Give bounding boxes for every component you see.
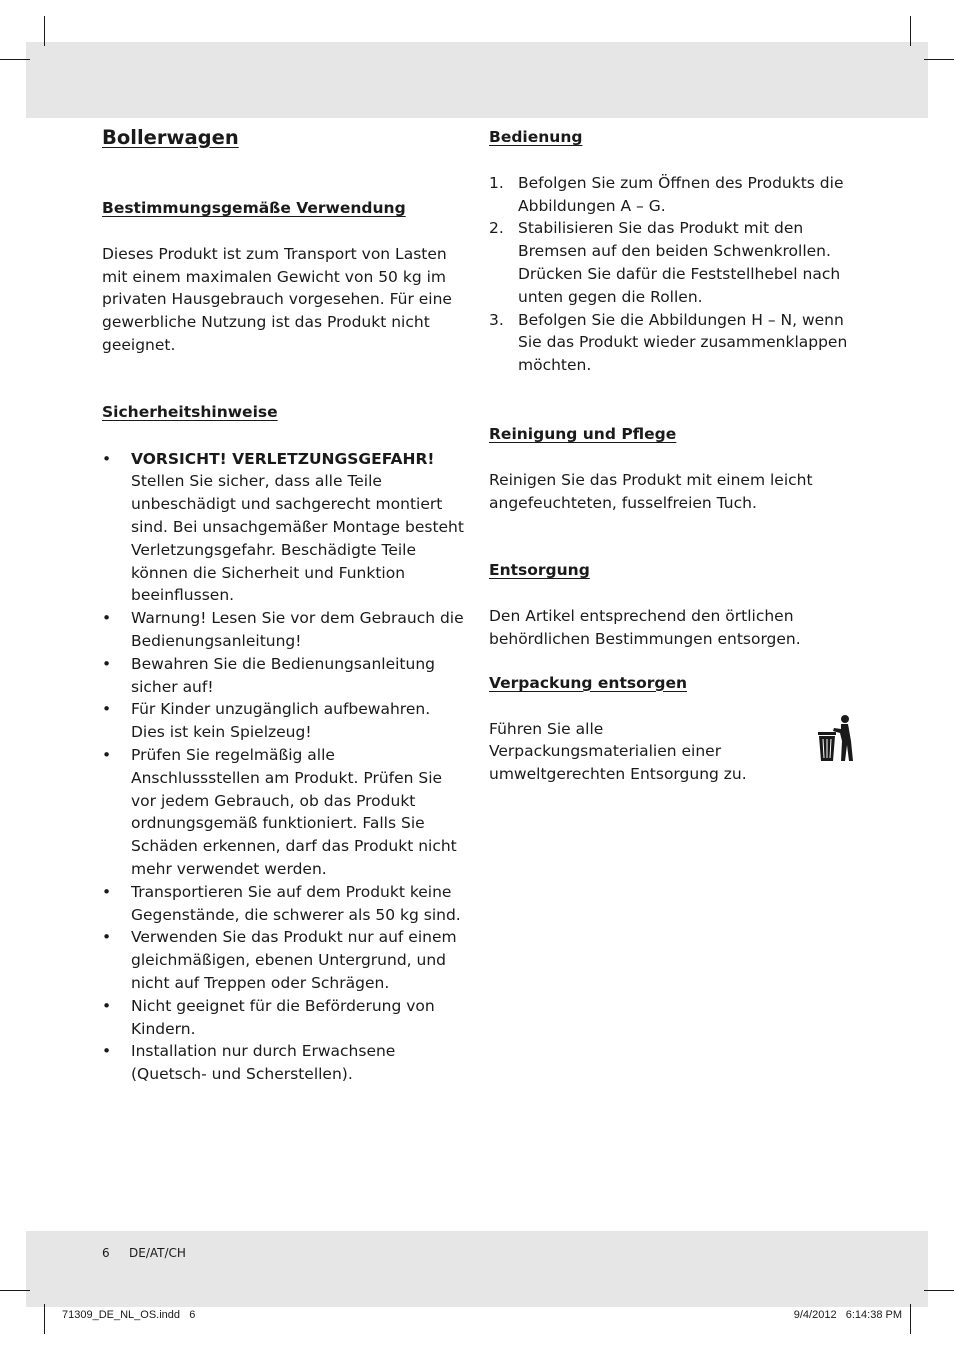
list-item-text: Verwenden Sie das Produkt nur auf einem gleichmäßigen, ebenen Untergrund, und nicht auf Treppen oder Schrägen. [131, 928, 457, 992]
list-item [102, 653, 468, 699]
list-item [489, 217, 854, 308]
bullet: • [102, 654, 112, 673]
warning-label: VORSICHT! VERLETZUNGSGEFAHR! [131, 449, 435, 468]
trash-bin-person-icon [814, 713, 854, 763]
step-text: Befolgen Sie zum Öffnen des Produkts die Abbildungen A – G. [518, 173, 844, 215]
list-item-text: Nicht geeignet für die Beförderung von Kindern. [131, 996, 435, 1038]
safety-list [102, 448, 468, 1086]
cleaning-heading: Reinigung und Pflege [489, 424, 677, 443]
step-text: Befolgen Sie die Abbildungen H – N, wenn Sie das Produkt wieder zusammenklappen möchten. [518, 310, 848, 375]
step-text: Stabilisieren Sie das Produkt mit den Bremsen auf den beiden Schwenkrollen. Drücken Sie dafür die Feststellhebel nach unten gegen die Rollen. [518, 219, 841, 306]
intended-use-heading: Bestimmungsgemäße Verwendung [102, 199, 406, 217]
list-item-text: Warnung! Lesen Sie vor dem Gebrauch die Bedienungsanleitung! [131, 609, 464, 650]
crop-mark [910, 16, 911, 46]
operation-heading: Bedienung [489, 128, 583, 146]
bullet: • [102, 609, 112, 628]
bullet: • [102, 882, 112, 901]
packaging-text: Führen Sie alle Verpackungsmaterialien einer umweltgerechten Entsorgung zu. [489, 719, 747, 784]
safety-heading: Sicherheitshinweise [102, 402, 278, 421]
list-item [102, 607, 468, 653]
page-number: 6 [102, 1246, 110, 1260]
list-item [489, 309, 854, 377]
step-number: 2. [489, 219, 504, 238]
list-item-text: Transportieren Sie auf dem Produkt keine Gegenstände, die schwerer als 50 kg sind. [131, 882, 461, 924]
bullet: • [102, 745, 112, 764]
list-item-text: Prüfen Sie regelmäßig alle Anschlussstellen am Produkt. Prüfen Sie vor jedem Gebrauch, ob das Produkt ordnungsgemäß funktioniert. Falls Sie Schäden erkennen, darf das Produkt nicht mehr verwendet werden. [131, 745, 457, 878]
list-item-text: Für Kinder unzugänglich aufbewahren. Dies ist kein Spielzeug! [131, 700, 431, 742]
crop-mark [0, 1290, 30, 1291]
list-item-text: Bewahren Sie die Bedienungsanleitung sicher auf! [131, 654, 435, 696]
step-number: 1. [489, 173, 504, 192]
disposal-heading: Entsorgung [489, 561, 590, 580]
bullet: • [102, 928, 112, 947]
region-label: DE/AT/CH [129, 1246, 186, 1260]
header-band [26, 42, 928, 118]
footer-band [26, 1231, 928, 1307]
disposal-text: Den Artikel entsprechend den örtlichen behördlichen Bestimmungen entsorgen. [489, 607, 801, 648]
bullet: • [102, 1042, 112, 1061]
list-item [102, 448, 468, 608]
cleaning-text: Reinigen Sie das Produkt mit einem leicht angefeuchteten, fusselfreien Tuch. [489, 470, 813, 512]
crop-mark [0, 59, 30, 60]
intended-use-text: Dieses Produkt ist zum Transport von Lasten mit einem maximalen Gewicht von 50 kg im privaten Hausgebrauch vorgesehen. Für eine gewerbliche Nutzung ist das Produkt nicht geeignet. [102, 244, 452, 354]
right-column [489, 122, 854, 786]
crop-mark [910, 1304, 911, 1334]
list-item-text: Installation nur durch Erwachsene (Quetsch- und Scherstellen). [131, 1042, 396, 1084]
crop-mark [924, 1290, 954, 1291]
list-item-text: Stellen Sie sicher, dass alle Teile unbeschädigt und sachgerecht montiert sind. Bei unsachgemäßer Montage besteht Verletzungsgefahr. Beschädigte Teile können die Sicherheit und Funktion beeinflussen. [131, 472, 464, 605]
bullet: • [102, 449, 112, 468]
list-item [489, 172, 854, 218]
bullet: • [102, 996, 112, 1015]
list-item [102, 995, 468, 1041]
crop-mark [44, 16, 45, 46]
list-item [102, 881, 468, 927]
crop-mark [924, 59, 954, 60]
slug-timestamp: 9/4/2012 6:14:38 PM [793, 1309, 902, 1321]
crop-mark [44, 1304, 45, 1334]
list-item [102, 698, 468, 744]
bullet: • [102, 700, 112, 719]
slug-filename: 71309_DE_NL_OS.indd 6 [62, 1309, 196, 1321]
list-item [102, 926, 468, 994]
list-item [102, 1040, 468, 1086]
step-number: 3. [489, 310, 504, 329]
left-column [102, 122, 468, 1086]
packaging-heading: Verpackung entsorgen [489, 673, 688, 692]
page-title: Bollerwagen [102, 126, 239, 149]
list-item [102, 744, 468, 881]
operation-steps [489, 172, 854, 377]
